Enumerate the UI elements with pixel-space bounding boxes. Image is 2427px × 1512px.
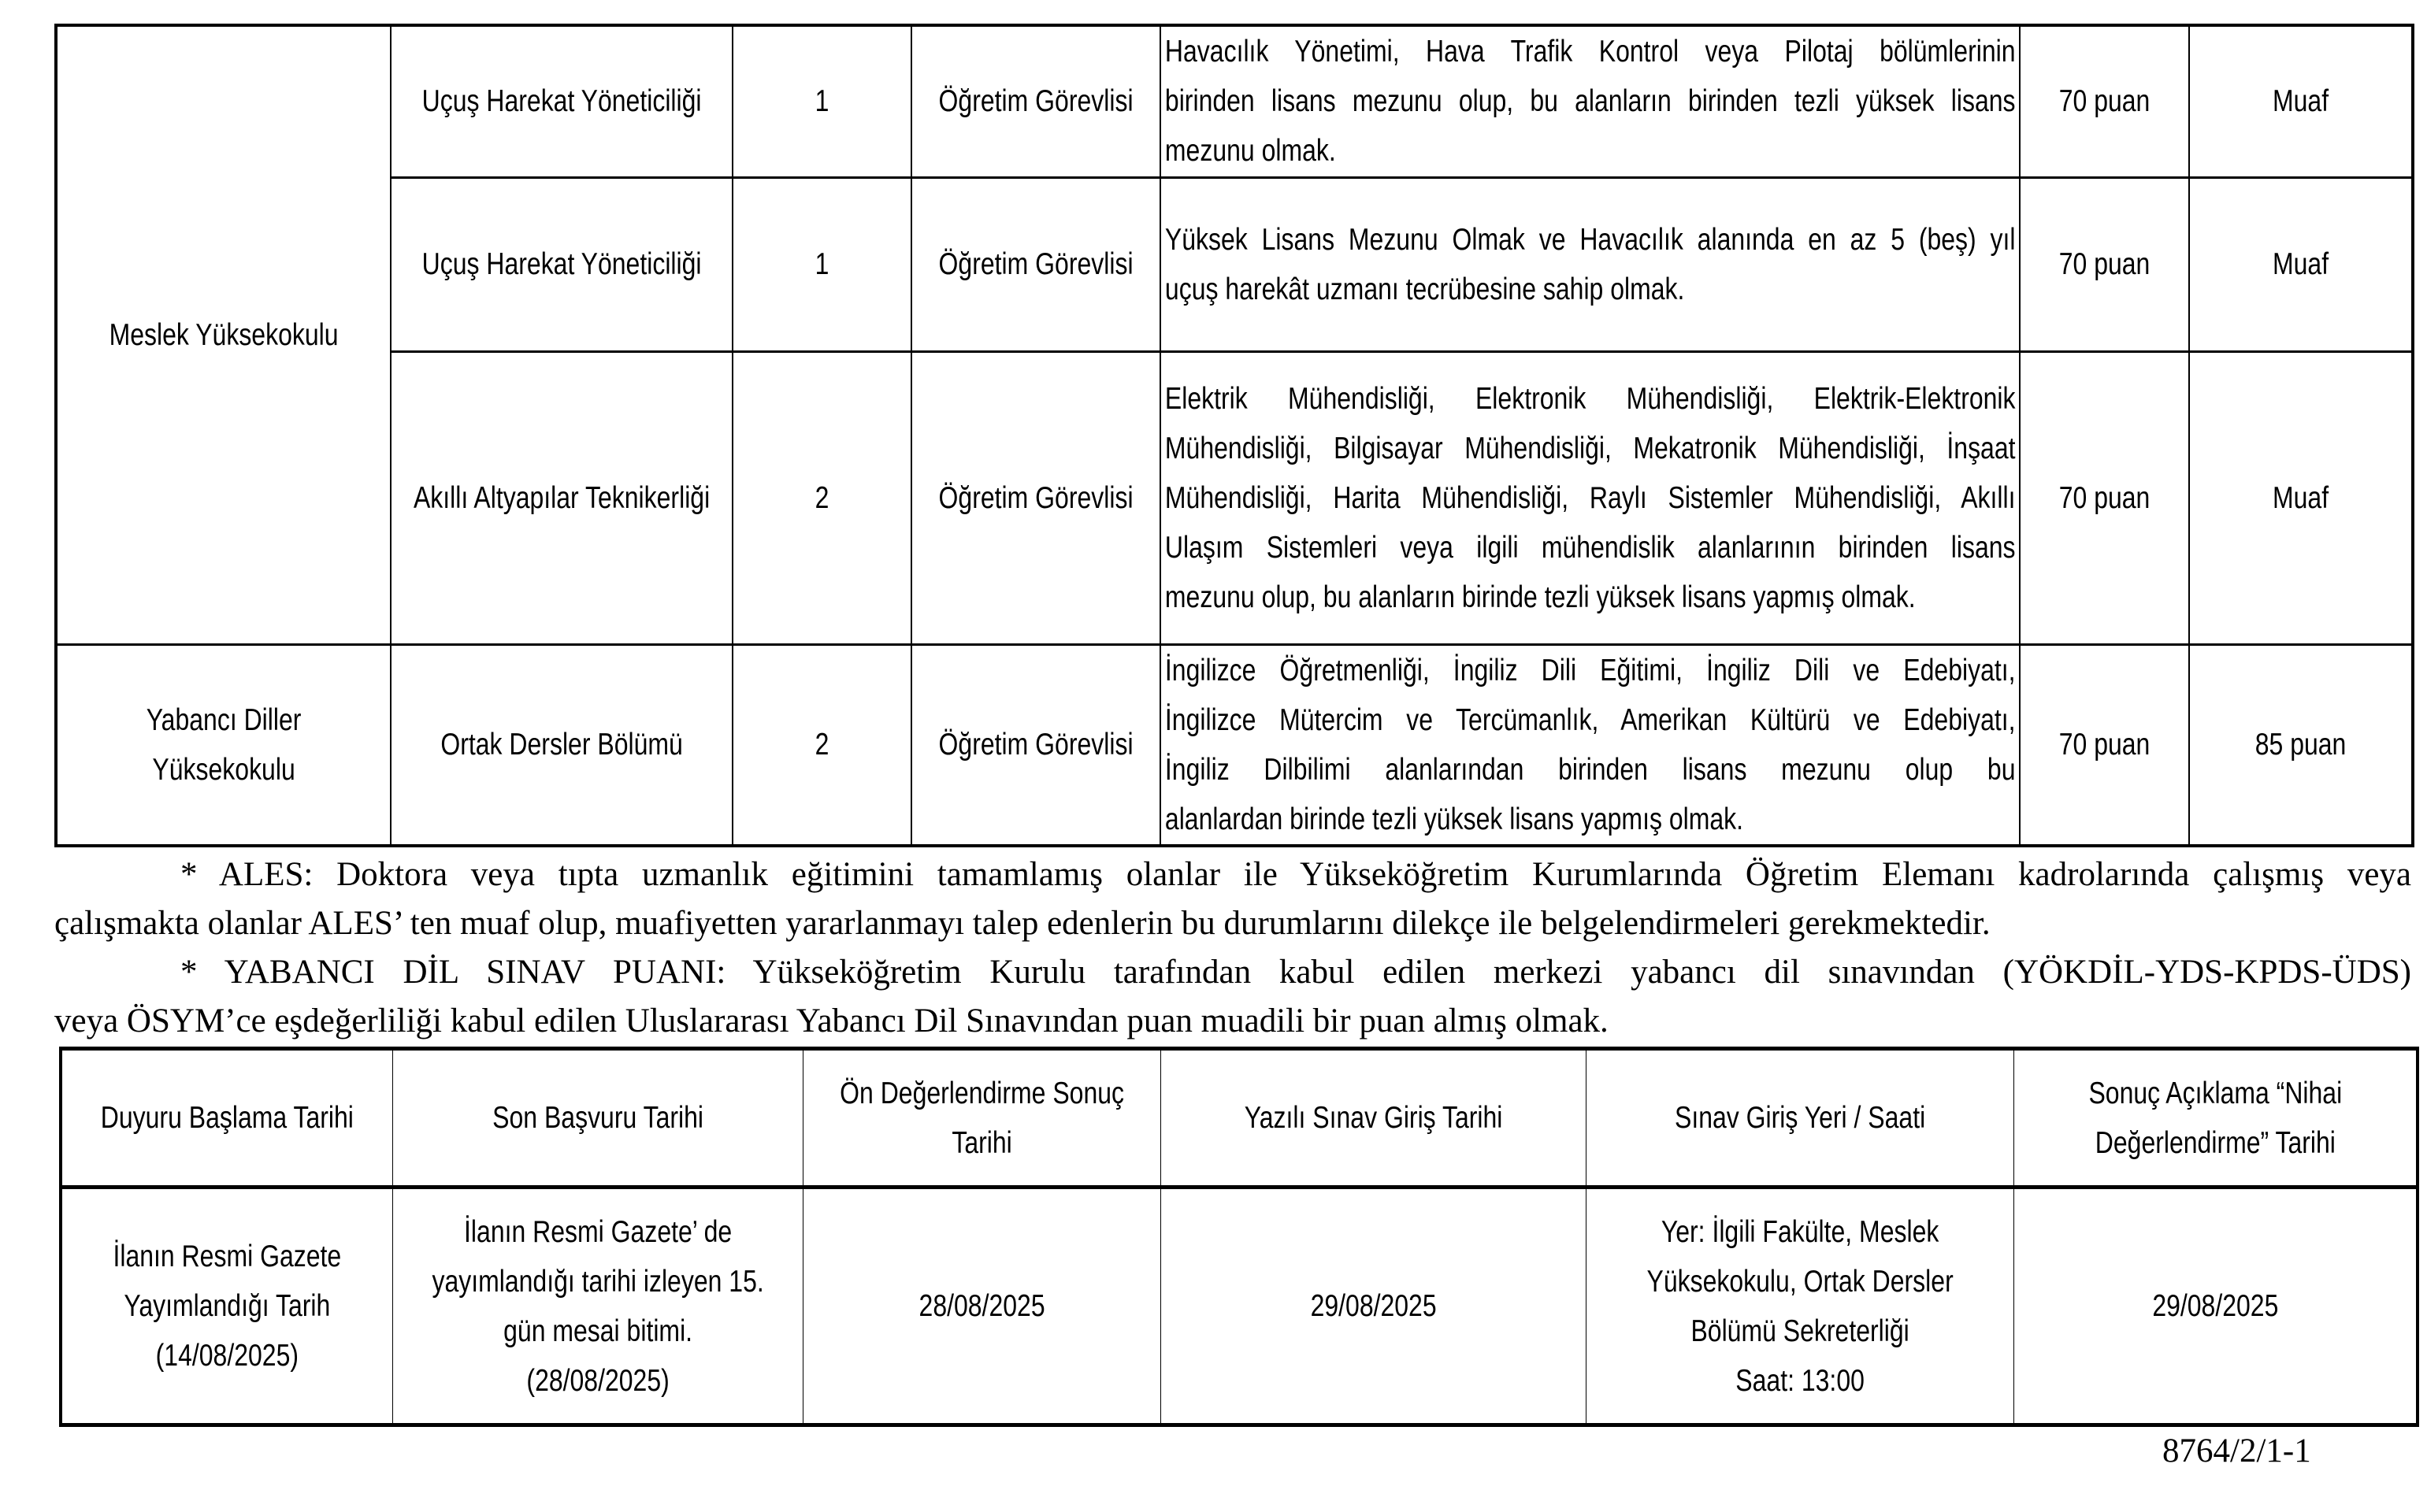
requirement-line: uçuş harekât uzmanı tecrübesine sahip olmak.: [1164, 272, 1685, 306]
value-cell: [1586, 1188, 2013, 1425]
language-note-line: veya ÖSYM’ce eşdeğerliliği kabul edilen Uluslararası Yabancı Dil Sınavından puan muadili bir puan almış olmak.: [54, 1002, 1609, 1040]
value-cell: [803, 1188, 1160, 1425]
requirement-line: Elektrik Mühendisliği, Elektronik Mühendisliği, Elektrik-Elektronik: [1164, 381, 2016, 416]
department: Uçuş Harekat Yöneticiliği: [421, 84, 702, 119]
requirement-line: birinden lisans mezunu olup, bu alanların birinden tezli yüksek lisans: [1164, 84, 2016, 119]
value-text: Yayımlandığı Tarih: [124, 1289, 331, 1323]
document-code: 8764/2/1-1: [2162, 1432, 2311, 1469]
unit-cell: [56, 25, 391, 644]
header-cell: [392, 1049, 803, 1188]
header-text: Son Başvuru Tarihi: [492, 1101, 703, 1135]
requirement-line: İngilizce Mütercim ve Tercümanlık, Amerikan Kültürü ve Edebiyatı,: [1164, 702, 2016, 737]
requirements: [1160, 25, 2020, 177]
value-text: Saat: 13:00: [1735, 1363, 1865, 1398]
requirement-line: alanlardan birinde tezli yüksek lisans yapmış olmak.: [1164, 802, 1744, 836]
header-text: Değerlendirme” Tarihi: [2095, 1125, 2336, 1160]
department: Ortak Dersler Bölümü: [440, 728, 683, 762]
footnotes: [54, 850, 2411, 1046]
department: Uçuş Harekat Yöneticiliği: [421, 247, 702, 281]
ales-score: 70 puan: [2058, 480, 2151, 515]
table-row: [56, 351, 2413, 644]
header-text: Ön Değerlendirme Sonuç: [839, 1076, 1124, 1110]
title: Öğretim Görevlisi: [938, 247, 1134, 281]
table-row: [56, 177, 2413, 351]
schedule-table: [59, 1047, 2419, 1427]
header-text: Duyuru Başlama Tarihi: [100, 1101, 354, 1135]
positions-table: [54, 24, 2414, 847]
value-cell: [1160, 1188, 1586, 1425]
ales-score: 70 puan: [2058, 728, 2151, 762]
language-score: Muaf: [2272, 84, 2329, 119]
language-score: Muaf: [2272, 247, 2329, 281]
requirement-line: Ulaşım Sistemleri veya ilgili mühendislik alanlarının birinden lisans: [1164, 530, 2016, 565]
requirement-line: Mühendisliği, Bilgisayar Mühendisliği, Mekatronik Mühendisliği, İnşaat: [1164, 431, 2016, 465]
header-cell: [61, 1049, 392, 1188]
value-cell: [2013, 1188, 2418, 1425]
value-text: İlanın Resmi Gazete: [113, 1240, 342, 1273]
requirements: [1160, 351, 2020, 644]
requirements: [1160, 644, 2020, 846]
count: 2: [815, 728, 829, 762]
value-text: 29/08/2025: [2151, 1289, 2278, 1323]
unit-name-line: Yüksekokulu: [152, 752, 295, 787]
value-cell: [61, 1188, 392, 1425]
value-text: Yüksekokulu, Ortak Dersler: [1646, 1264, 1954, 1299]
language-note-line: * YABANCI DİL SINAV PUANI: Yükseköğretim Kurulu tarafından kabul edilen merkezi yabancı dil sınavından (YÖKDİL-YDS-KPDS-ÜDS): [180, 954, 2411, 991]
value-text: (28/08/2025): [525, 1363, 670, 1398]
header-cell: [1586, 1049, 2013, 1188]
table-row: [56, 644, 2413, 846]
value-text: yayımlandığı tarihi izleyen 15.: [431, 1264, 764, 1299]
count: 1: [815, 84, 829, 119]
language-score: Muaf: [2272, 480, 2329, 515]
requirement-line: Yüksek Lisans Mezunu Olmak ve Havacılık alanında en az 5 (beş) yıl: [1164, 222, 2016, 257]
ales-note-line: çalışmakta olanlar ALES’ ten muaf olup, muafiyetten yararlanmayı talep edenlerin bu durumlarını dilekçe ile belgelendirmeleri gerekmektedir.: [54, 905, 1991, 942]
header-text: Sınav Giriş Yeri / Saati: [1674, 1101, 1925, 1135]
table-row: [56, 25, 2413, 177]
header-cell: [803, 1049, 1160, 1188]
unit-cell: [56, 644, 391, 846]
ales-note-line: * ALES: Doktora veya tıpta uzmanlık eğitimini tamamlamış olanlar ile Yükseköğretim Kurumlarında Öğretim Elemanı kadrolarında çalışmış veya: [180, 856, 2411, 893]
department: Akıllı Altyapılar Teknikerliği: [413, 480, 711, 515]
requirement-line: mezunu olmak.: [1164, 134, 1336, 169]
value-text: Yer: İlgili Fakülte, Meslek: [1661, 1214, 1939, 1249]
language-score: 85 puan: [2254, 728, 2347, 762]
value-text: (14/08/2025): [155, 1339, 299, 1373]
title: Öğretim Görevlisi: [938, 728, 1134, 762]
value-text: gün mesai bitimi.: [503, 1314, 692, 1348]
schedule-header-row: [61, 1049, 2418, 1188]
value-text: İlanın Resmi Gazete’ de: [463, 1214, 732, 1249]
title: Öğretim Görevlisi: [938, 480, 1134, 515]
header-text: Tarihi: [951, 1125, 1012, 1160]
unit-name: Meslek Yüksekokulu: [109, 317, 339, 352]
count: 2: [815, 480, 829, 515]
requirement-line: İngilizce Öğretmenliği, İngiliz Dili Eğitimi, İngiliz Dili ve Edebiyatı,: [1164, 653, 2016, 687]
header-text: Sonuç Açıklama “Nihai: [2087, 1076, 2342, 1110]
value-text: 29/08/2025: [1310, 1289, 1437, 1323]
value-text: 28/08/2025: [918, 1289, 1045, 1323]
ales-score: 70 puan: [2058, 84, 2151, 119]
requirement-line: İngiliz Dilbilimi alanlarından birinden lisans mezunu olup bu: [1164, 752, 2016, 787]
header-cell: [2013, 1049, 2418, 1188]
header-cell: [1160, 1049, 1586, 1188]
value-cell: [392, 1188, 803, 1425]
unit-name-line: Yabancı Diller: [146, 702, 302, 737]
value-text: Bölümü Sekreterliği: [1690, 1314, 1909, 1348]
ales-score: 70 puan: [2058, 247, 2151, 281]
header-text: Yazılı Sınav Giriş Tarihi: [1244, 1101, 1502, 1135]
requirement-line: mezunu olup, bu alanların birinde tezli yüksek lisans yapmış olmak.: [1164, 580, 1916, 614]
requirements: [1160, 177, 2020, 351]
schedule-value-row: [61, 1188, 2418, 1425]
title: Öğretim Görevlisi: [938, 84, 1134, 119]
requirement-line: Mühendisliği, Harita Mühendisliği, Raylı Sistemler Mühendisliği, Akıllı: [1164, 480, 2016, 515]
requirement-line: Havacılık Yönetimi, Hava Trafik Kontrol veya Pilotaj bölümlerinin: [1164, 35, 2016, 69]
count: 1: [815, 247, 829, 281]
